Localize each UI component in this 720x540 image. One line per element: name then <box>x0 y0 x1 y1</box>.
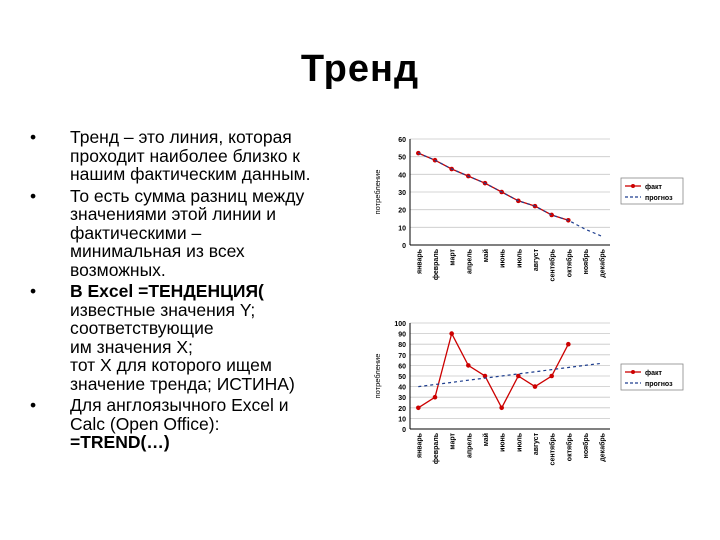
bullet-line: Calc (Open Office): <box>70 413 220 434</box>
bullet-line: известные значения Y; <box>70 299 256 320</box>
bullet-line: проходит наиболее близко к <box>70 145 300 166</box>
x-tick-label: декабрь <box>599 249 607 278</box>
trend-chart-bottom-svg <box>368 315 688 485</box>
bullet-line: нашим фактическим данным. <box>70 164 311 184</box>
y-tick-label: 20 <box>398 207 406 215</box>
data-point-факт <box>549 374 554 379</box>
data-point-факт <box>449 331 454 336</box>
bullet-dot-icon: • <box>30 127 37 147</box>
data-point-факт <box>549 213 554 218</box>
y-axis-label: потребление <box>373 353 382 399</box>
y-tick-label: 40 <box>398 172 406 180</box>
x-tick-label: февраль <box>433 249 440 281</box>
data-point-факт <box>533 384 538 389</box>
x-tick-label: июль <box>516 249 524 268</box>
x-tick-label: январь <box>416 433 424 458</box>
bullet-item-excel-function <box>30 282 370 393</box>
bullet-line: Тренд – это линия, которая <box>70 127 292 147</box>
x-tick-label: май <box>483 249 490 263</box>
x-tick-label: декабрь <box>599 433 607 462</box>
legend-marker-факт <box>631 370 635 374</box>
bullet-line: В Excel =ТЕНДЕНЦИЯ( <box>70 281 264 301</box>
x-tick-label: октябрь <box>566 249 574 278</box>
y-tick-label: 70 <box>398 352 406 360</box>
y-tick-label: 50 <box>398 374 406 381</box>
series-line-прогноз <box>418 153 601 236</box>
x-tick-label: январь <box>416 249 424 274</box>
legend-label-факт: факт <box>645 370 662 377</box>
data-point-факт <box>433 395 438 400</box>
y-tick-label: 90 <box>398 331 406 339</box>
bullet-item-sum-of-differences <box>30 187 370 280</box>
data-point-факт <box>499 406 504 411</box>
x-tick-label: август <box>533 249 540 272</box>
x-tick-label: май <box>483 433 490 447</box>
bullet-item-trend-definition <box>30 128 370 184</box>
y-axis-label: потребление <box>373 169 382 215</box>
y-tick-label: 0 <box>402 243 406 250</box>
y-tick-label: 30 <box>398 190 406 197</box>
y-tick-label: 100 <box>394 321 406 328</box>
y-tick-label: 60 <box>398 363 406 371</box>
y-tick-label: 10 <box>398 416 406 424</box>
x-tick-label: апрель <box>466 433 474 459</box>
legend-label-факт: факт <box>645 184 662 191</box>
x-tick-label: сентябрь <box>549 433 557 466</box>
bullet-dot-icon: • <box>30 185 37 206</box>
bullet-line: фактическими – <box>70 222 202 243</box>
y-tick-label: 40 <box>398 384 406 392</box>
bullet-line: =TREND(…) <box>70 432 170 452</box>
bullet-list <box>30 128 370 455</box>
x-tick-label: февраль <box>433 433 440 465</box>
slide-title: Тренд <box>300 48 420 90</box>
y-tick-label: 80 <box>398 342 406 350</box>
legend-label-прогноз: прогноз <box>645 195 673 202</box>
x-tick-label: сентябрь <box>549 249 557 282</box>
x-tick-label: август <box>533 433 540 456</box>
y-tick-label: 0 <box>402 427 406 434</box>
x-tick-label: июнь <box>499 249 507 268</box>
x-tick-label: ноябрь <box>583 249 590 275</box>
bullet-dot-icon: • <box>30 395 37 415</box>
trend-chart-top <box>368 130 688 305</box>
bullet-line: минимальная из всех <box>70 241 245 261</box>
legend-marker-факт <box>631 184 635 188</box>
trend-chart-top-svg <box>368 130 688 305</box>
y-tick-label: 50 <box>398 154 406 162</box>
y-tick-label: 10 <box>398 225 406 233</box>
x-tick-label: ноябрь <box>583 433 590 459</box>
bullet-line: значениями этой линии и <box>70 204 277 224</box>
bullet-item-english-excel <box>30 396 370 452</box>
y-tick-label: 60 <box>398 137 406 144</box>
x-tick-label: июль <box>516 433 524 452</box>
bullet-line: возможных. <box>70 259 166 280</box>
bullet-line: значение тренда; ИСТИНА) <box>70 373 295 394</box>
legend-label-прогноз: прогноз <box>645 381 673 388</box>
x-tick-label: март <box>449 433 457 450</box>
bullet-line: То есть сумма разниц между <box>70 185 305 206</box>
y-tick-label: 20 <box>398 405 406 413</box>
y-tick-label: 30 <box>398 395 406 403</box>
bullet-line: соответствующие <box>70 318 214 338</box>
bullet-dot-icon: • <box>30 281 37 301</box>
x-tick-label: октябрь <box>566 433 574 462</box>
data-point-факт <box>516 374 521 379</box>
x-tick-label: апрель <box>466 249 474 275</box>
bullet-line: им значения X; <box>70 336 193 357</box>
x-tick-label: март <box>449 249 457 266</box>
bullet-line: тот X для которого ищем <box>70 355 272 375</box>
data-point-факт <box>466 363 471 368</box>
bullet-line: Для англоязычного Excel и <box>70 395 289 415</box>
data-point-факт <box>416 406 421 411</box>
data-point-факт <box>566 342 571 347</box>
series-line-прогноз <box>418 363 601 386</box>
trend-chart-bottom <box>368 315 688 485</box>
x-tick-label: июнь <box>499 433 507 452</box>
